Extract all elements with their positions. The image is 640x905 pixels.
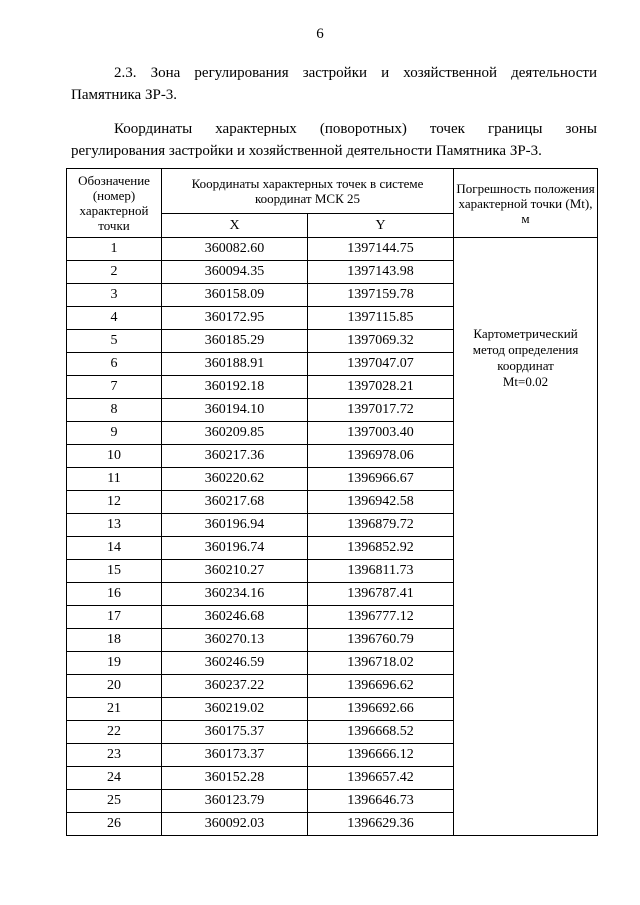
x-coordinate-cell: 360196.94	[162, 514, 308, 537]
y-coordinate-cell: 1396629.36	[308, 813, 454, 836]
intro-paragraph	[71, 118, 597, 162]
point-number-cell: 2	[67, 261, 162, 284]
accuracy-method-cell	[454, 238, 598, 836]
y-coordinate-cell: 1397115.85	[308, 307, 454, 330]
x-coordinate-cell: 360094.35	[162, 261, 308, 284]
point-number-cell: 25	[67, 790, 162, 813]
point-number-cell: 15	[67, 560, 162, 583]
x-coordinate-cell: 360158.09	[162, 284, 308, 307]
y-coordinate-cell: 1396777.12	[308, 606, 454, 629]
point-number-cell: 23	[67, 744, 162, 767]
header-point-number: Обозначение (номер) характерной точки	[67, 169, 162, 238]
x-coordinate-cell: 360237.22	[162, 675, 308, 698]
y-coordinate-cell: 1396666.12	[308, 744, 454, 767]
y-coordinate-cell: 1397003.40	[308, 422, 454, 445]
point-number-cell: 24	[67, 767, 162, 790]
y-coordinate-cell: 1396978.06	[308, 445, 454, 468]
header-coordinates: Координаты характерных точек в системе координат МСК 25	[162, 169, 454, 214]
page-number: 6	[316, 26, 324, 42]
y-coordinate-cell: 1396646.73	[308, 790, 454, 813]
x-coordinate-cell: 360123.79	[162, 790, 308, 813]
x-coordinate-cell: 360219.02	[162, 698, 308, 721]
point-number-cell: 14	[67, 537, 162, 560]
y-coordinate-cell: 1397159.78	[308, 284, 454, 307]
point-number-cell: 13	[67, 514, 162, 537]
table-row	[67, 238, 598, 261]
y-coordinate-cell: 1396718.02	[308, 652, 454, 675]
y-coordinate-cell: 1396657.42	[308, 767, 454, 790]
x-coordinate-cell: 360196.74	[162, 537, 308, 560]
coordinates-table	[66, 168, 598, 836]
y-coordinate-cell: 1396966.67	[308, 468, 454, 491]
x-coordinate-cell: 360210.27	[162, 560, 308, 583]
point-number-cell: 8	[67, 399, 162, 422]
point-number-cell: 7	[67, 376, 162, 399]
x-coordinate-cell: 360234.16	[162, 583, 308, 606]
x-coordinate-cell: 360217.68	[162, 491, 308, 514]
point-number-cell: 5	[67, 330, 162, 353]
accuracy-method-line-2: метод определения	[472, 342, 579, 357]
y-coordinate-cell: 1397069.32	[308, 330, 454, 353]
y-coordinate-cell: 1397047.07	[308, 353, 454, 376]
x-coordinate-cell: 360173.37	[162, 744, 308, 767]
point-number-cell: 3	[67, 284, 162, 307]
y-coordinate-cell: 1396696.62	[308, 675, 454, 698]
point-number-cell: 4	[67, 307, 162, 330]
point-number-cell: 10	[67, 445, 162, 468]
y-coordinate-cell: 1396787.41	[308, 583, 454, 606]
y-coordinate-cell: 1397017.72	[308, 399, 454, 422]
accuracy-method-line-3: координат	[497, 358, 554, 373]
point-number-cell: 18	[67, 629, 162, 652]
section-heading	[71, 62, 597, 106]
x-coordinate-cell: 360217.36	[162, 445, 308, 468]
point-number-cell: 19	[67, 652, 162, 675]
x-coordinate-cell: 360209.85	[162, 422, 308, 445]
x-coordinate-cell: 360175.37	[162, 721, 308, 744]
x-coordinate-cell: 360194.10	[162, 399, 308, 422]
point-number-cell: 21	[67, 698, 162, 721]
x-coordinate-cell: 360152.28	[162, 767, 308, 790]
accuracy-method-line-4: Mt=0.02	[502, 374, 549, 389]
y-coordinate-cell: 1396852.92	[308, 537, 454, 560]
intro-line-2: регулирования застройки и хозяйственной деятельности Памятника ЗР-3.	[71, 143, 542, 159]
y-coordinate-cell: 1396942.58	[308, 491, 454, 514]
y-coordinate-cell: 1397144.75	[308, 238, 454, 261]
y-coordinate-cell: 1396760.79	[308, 629, 454, 652]
y-coordinate-cell: 1397143.98	[308, 261, 454, 284]
point-number-cell: 12	[67, 491, 162, 514]
x-coordinate-cell: 360270.13	[162, 629, 308, 652]
x-coordinate-cell: 360220.62	[162, 468, 308, 491]
y-coordinate-cell: 1396692.66	[308, 698, 454, 721]
section-heading-line-1: 2.3. Зона регулирования застройки и хозяйственной деятельности	[114, 65, 597, 81]
y-coordinate-cell: 1396668.52	[308, 721, 454, 744]
point-number-cell: 22	[67, 721, 162, 744]
header-x: X	[162, 214, 308, 238]
point-number-cell: 20	[67, 675, 162, 698]
x-coordinate-cell: 360188.91	[162, 353, 308, 376]
point-number-cell: 11	[67, 468, 162, 491]
point-number-cell: 1	[67, 238, 162, 261]
intro-line-1: Координаты характерных (поворотных) точек границы зоны	[114, 121, 597, 137]
x-coordinate-cell: 360246.68	[162, 606, 308, 629]
y-coordinate-cell: 1397028.21	[308, 376, 454, 399]
point-number-cell: 16	[67, 583, 162, 606]
point-number-cell: 9	[67, 422, 162, 445]
header-y: Y	[308, 214, 454, 238]
point-number-cell: 6	[67, 353, 162, 376]
point-number-cell: 17	[67, 606, 162, 629]
x-coordinate-cell: 360185.29	[162, 330, 308, 353]
point-number-cell: 26	[67, 813, 162, 836]
x-coordinate-cell: 360192.18	[162, 376, 308, 399]
x-coordinate-cell: 360092.03	[162, 813, 308, 836]
section-heading-line-2: Памятника ЗР-3.	[71, 87, 178, 103]
accuracy-method-line-1: Картометрический	[473, 326, 578, 341]
y-coordinate-cell: 1396879.72	[308, 514, 454, 537]
x-coordinate-cell: 360082.60	[162, 238, 308, 261]
header-accuracy: Погрешность положения характерной точки (Mt), м	[454, 169, 598, 238]
table-body	[67, 238, 598, 836]
x-coordinate-cell: 360246.59	[162, 652, 308, 675]
x-coordinate-cell: 360172.95	[162, 307, 308, 330]
y-coordinate-cell: 1396811.73	[308, 560, 454, 583]
